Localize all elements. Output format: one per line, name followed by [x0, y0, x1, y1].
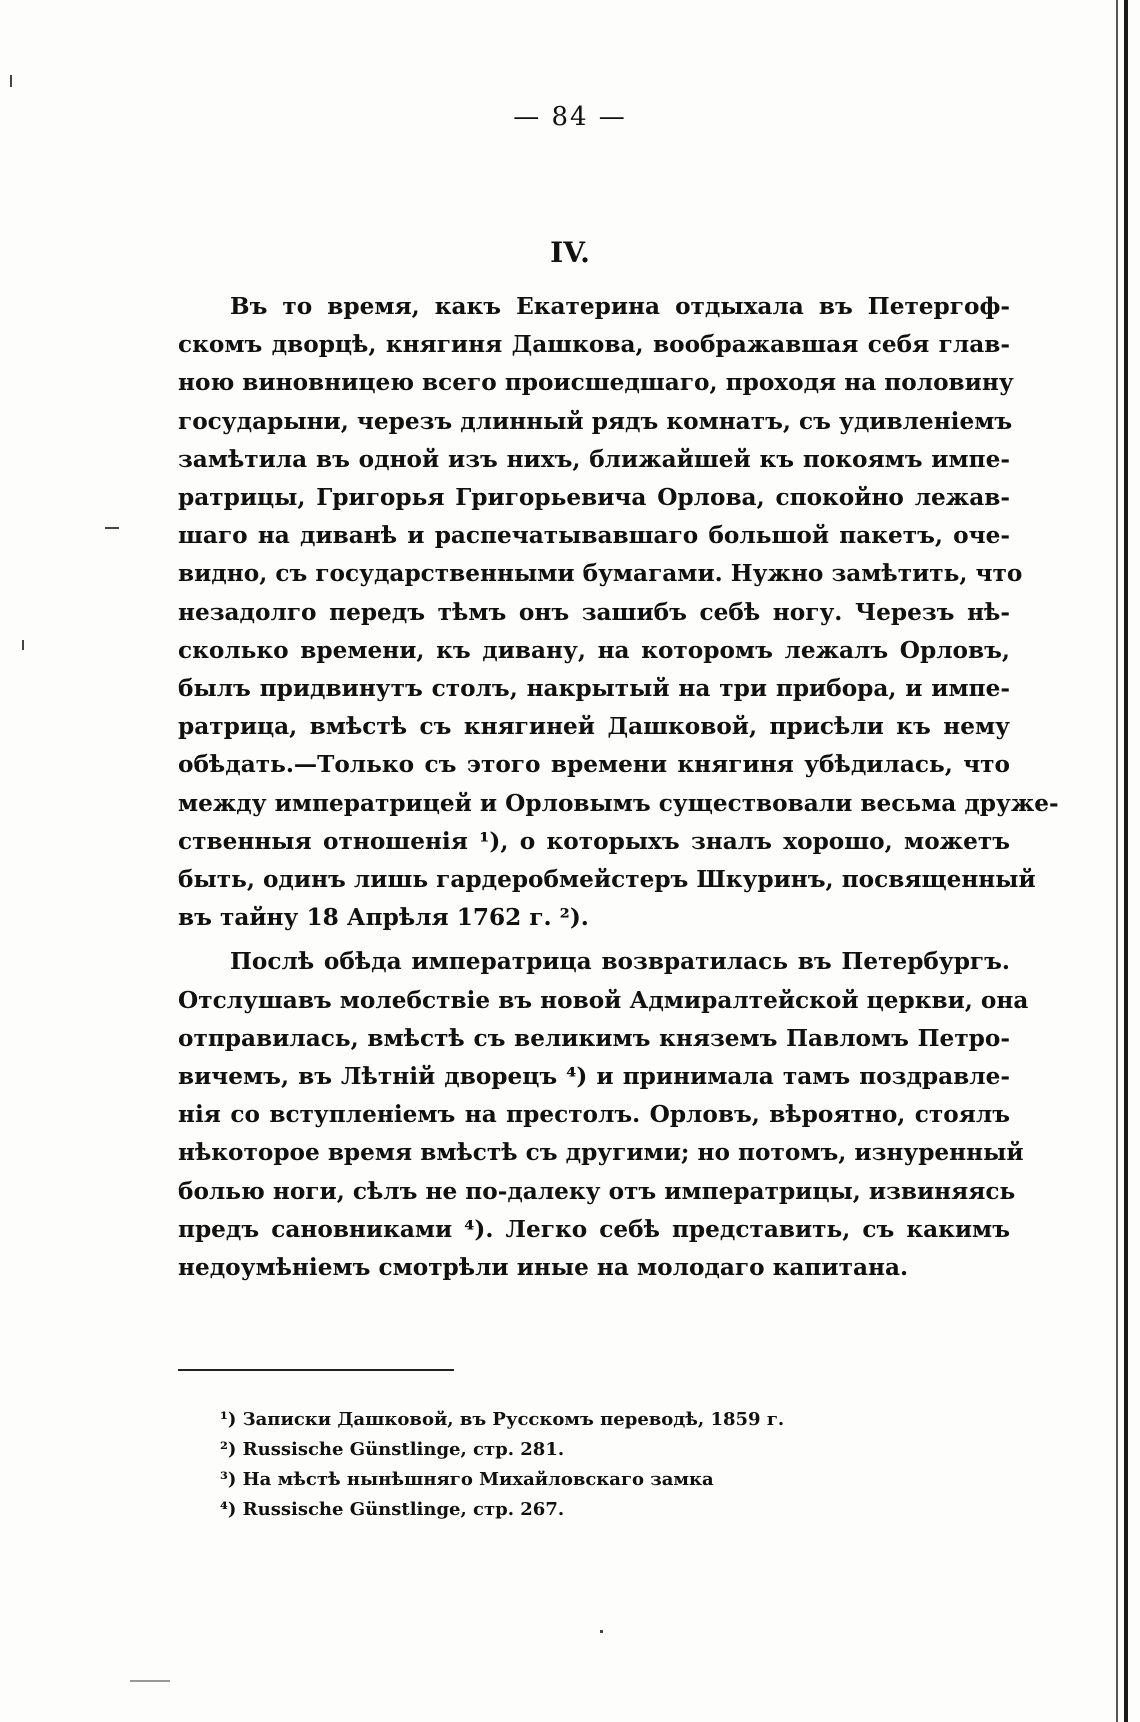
- text-line: сколько времени, къ дивану, на которомъ лежалъ Орловъ,: [178, 636, 1010, 664]
- scan-speck: [22, 640, 24, 650]
- body-text: [178, 288, 1059, 1287]
- text-line: вичемъ, въ Лѣтній дворецъ ⁴) и принимала тамъ поздравле-: [178, 1063, 1010, 1091]
- text-line: болью ноги, сѣлъ не по-далеку отъ императрицы, извиняясь: [178, 1177, 1016, 1205]
- text-line: Отслушавъ молебствіе въ новой Адмиралтейской церкви, она: [178, 986, 1029, 1014]
- text-line: между императрицей и Орловымъ существовали весьма друже-: [178, 789, 1059, 817]
- text-line: ратрицы, Григорья Григорьевича Орлова, спокойно лежав-: [178, 484, 1010, 512]
- text-line: быть, одинъ лишь гардеробмейстеръ Шкуринъ, посвященный: [178, 866, 1036, 894]
- text-line: въ тайну 18 Апрѣля 1762 г. ²).: [178, 904, 589, 932]
- text-line: Въ то время, какъ Екатерина отдыхала въ Петергоф-: [230, 293, 1010, 320]
- text-line: нѣкоторое время вмѣстѣ съ другими; но потомъ, изнуренный: [178, 1139, 1024, 1167]
- footnote-2: ²) Russische Günstlinge, стр. 281.: [220, 1439, 565, 1460]
- scan-speck: [130, 1680, 170, 1682]
- text-line: замѣтила въ одной изъ нихъ, ближайшей къ покоямъ импе-: [178, 445, 1010, 473]
- paragraph-1: [178, 288, 1059, 937]
- text-line: нія со вступленіемъ на престолъ. Орловъ, вѣроятно, стоялъ: [178, 1101, 1010, 1129]
- scan-speck: [10, 75, 12, 87]
- text-line: скомъ дворцѣ, княгиня Дашкова, воображавшая себя глав-: [178, 331, 1010, 359]
- text-line: шаго на диванѣ и распечатывавшаго большой пакетъ, оче-: [178, 522, 1010, 550]
- text-line: ною виновницею всего происшедшаго, проходя на половину: [178, 369, 1014, 397]
- text-line: отправилась, вмѣстѣ съ великимъ княземъ Павломъ Петро-: [178, 1024, 1010, 1052]
- footnote-3: ³) На мѣстѣ нынѣшняго Михайловскаго замка: [220, 1469, 714, 1490]
- page-number: — 84 —: [513, 102, 627, 132]
- footnote-divider: [178, 1369, 454, 1371]
- text-line: былъ придвинутъ столъ, накрытый на три прибора, и импе-: [178, 675, 1010, 703]
- footnote-4: ⁴) Russische Günstlinge, стр. 267.: [220, 1499, 565, 1520]
- text-line: видно, съ государственными бумагами. Нужно замѣтить, что: [178, 560, 1023, 588]
- text-line: Послѣ обѣда императрица возвратилась въ Петербургъ.: [230, 948, 1010, 976]
- scan-speck: [105, 527, 119, 529]
- footnotes: [220, 1405, 920, 1525]
- text-line: обѣдать.—Только съ этого времени княгиня убѣдилась, что: [178, 751, 1010, 779]
- text-line: недоумѣніемъ смотрѣли иные на молодаго капитана.: [178, 1254, 909, 1282]
- text-line: незадолго передъ тѣмъ онъ зашибъ себѣ ногу. Черезъ нѣ-: [178, 598, 1010, 626]
- chapter-heading: IV.: [550, 236, 590, 269]
- scan-speck: [600, 1630, 603, 1633]
- footnote-1: ¹) Записки Дашковой, въ Русскомъ переводѣ, 1859 г.: [220, 1409, 785, 1430]
- text-line: ратрица, вмѣстѣ съ княгиней Дашковой, присѣли къ нему: [178, 713, 1010, 741]
- paragraph-2: [178, 943, 1029, 1287]
- text-line: государыни, черезъ длинный рядъ комнатъ, съ удивленіемъ: [178, 407, 1013, 435]
- text-line: предъ сановниками ⁴). Легко себѣ представить, съ какимъ: [178, 1215, 1010, 1243]
- text-line: ственныя отношенія ¹), о которыхъ зналъ хорошо, можетъ: [178, 827, 1010, 855]
